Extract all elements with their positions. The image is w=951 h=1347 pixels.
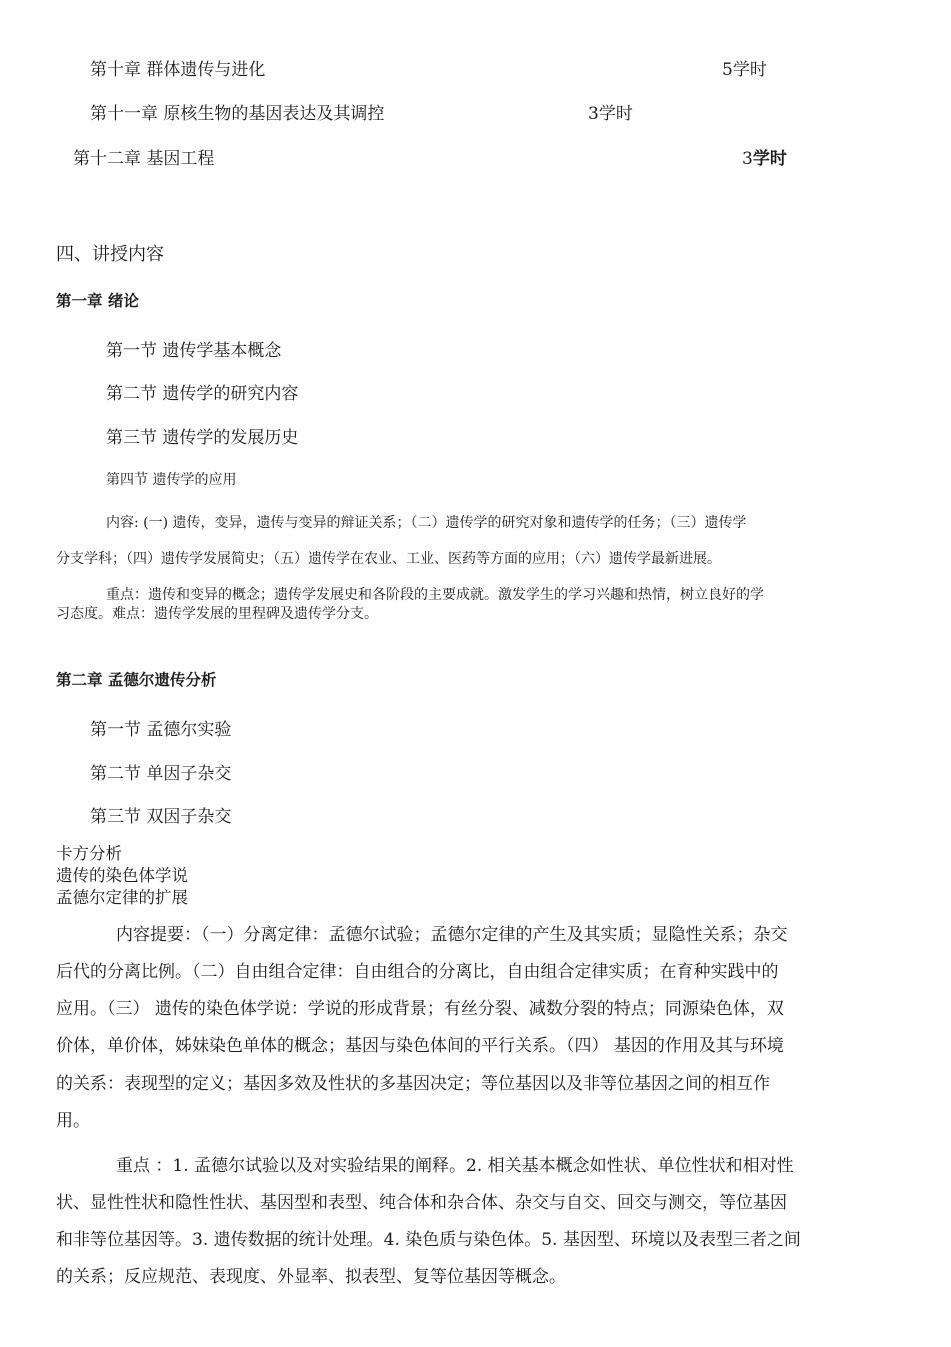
chapter2-key-line4: 的关系；反应规范、表现度、外显率、拟表型、复等位基因等概念。 [56,1267,566,1287]
section-title: 四、讲授内容 [56,244,164,265]
schedule-chapter-12: 第十二章 基因工程 [73,149,215,169]
chapter1-section-2: 第二节 遗传学的研究内容 [106,384,299,404]
schedule-hours-11: 3学时 [588,104,633,124]
chapter1-section-4: 第四节 遗传学的应用 [106,472,237,488]
chapter2-key-line3: 和非等位基因等。3. 遗传数据的统计处理。4. 染色质与染色体。5. 基因型、环境以及表型三者之间 [56,1230,801,1250]
chapter2-summary-line2: 后代的分离比例。（二）自由组合定律：自由组合的分离比，自由组合定律实质；在育种实践中的 [56,962,779,982]
chapter2-section-2: 第二节 单因子杂交 [90,764,232,784]
chapter2-subtopic-2: 遗传的染色体学说 [56,866,188,885]
chapter1-section-3: 第三节 遗传学的发展历史 [106,428,299,448]
schedule-hours-12: 3学时 [742,149,787,169]
chapter1-key-line2: 习态度。难点：遗传学发展的里程碑及遗传学分支。 [56,606,378,622]
chapter2-summary-line4: 价体，单价体，姊妹染色单体的概念；基因与染色体间的平行关系。（四） 基因的作用及其与环境 [56,1036,784,1056]
schedule-chapter-11: 第十一章 原核生物的基因表达及其调控 [90,104,385,124]
chapter2-key-line2: 状、显性性状和隐性性状、基因型和表型、纯合体和杂合体、杂交与自交、回交与测交，等位基因 [56,1193,787,1213]
chapter1-content-line1: 内容: (一) 遗传，变异，遗传与变异的辩证关系；（二）遗传学的研究对象和遗传学的任务；（三）遗传学 [106,515,747,531]
chapter1-section-1: 第一节 遗传学基本概念 [106,341,282,361]
chapter2-summary-line5: 的关系：表现型的定义；基因多效及性状的多基因决定；等位基因以及非等位基因之间的相互作 [56,1074,770,1094]
chapter2-section-1: 第一节 孟德尔实验 [90,720,232,740]
chapter2-summary-line6: 用。 [56,1111,90,1131]
chapter1-content-line2: 分支学科；（四）遗传学发展简史；（五）遗传学在农业、工业、医药等方面的应用；（六）遗传学最新进展。 [56,551,721,567]
chapter2-key-line1: 重点 ：1. 孟德尔试验以及对实验结果的阐释。2. 相关基本概念如性状、单位性状和相对性 [116,1156,794,1176]
chapter1-title: 第一章 绪论 [56,292,139,310]
chapter2-subtopic-3: 孟德尔定律的扩展 [56,888,188,907]
chapter2-title: 第二章 孟德尔遗传分析 [56,671,217,689]
chapter1-key-line1: 重点：遗传和变异的概念；遗传学发展史和各阶段的主要成就。激发学生的学习兴趣和热情，树立良好的学 [106,587,764,603]
chapter2-section-3: 第三节 双因子杂交 [90,807,232,827]
chapter2-subtopic-1: 卡方分析 [56,844,122,863]
chapter2-summary-line3: 应用。（三） 遗传的染色体学说：学说的形成背景；有丝分裂、减数分裂的特点；同源染色体，双 [56,999,784,1019]
schedule-chapter-10: 第十章 群体遗传与进化 [90,60,266,80]
schedule-hours-10: 5学时 [722,60,767,80]
chapter2-summary-line1: 内容提要：（一）分离定律：孟德尔试验；孟德尔定律的产生及其实质；显隐性关系；杂交 [116,925,788,945]
